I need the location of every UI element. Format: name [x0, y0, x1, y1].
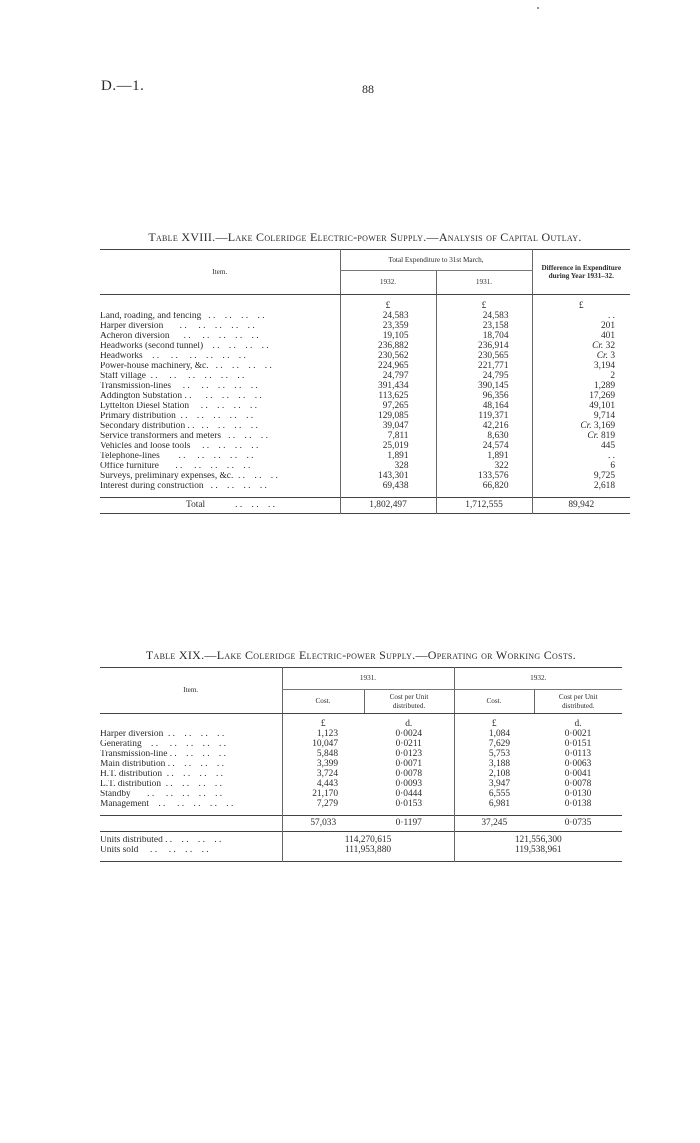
table19-cost-1931: 4,443: [282, 780, 364, 790]
table19-item: H.T. distribution . . . . . . . .: [100, 769, 223, 779]
table18-row: [100, 312, 630, 322]
table18-value-1931: 236,914: [436, 342, 532, 352]
table18-value-1932: 23,359: [340, 322, 436, 332]
table18-diff-amount: 1,289: [593, 380, 615, 391]
table19-col-cost-1931: Cost.: [282, 690, 364, 714]
table19-item: Generating . . . . . . . . . .: [100, 739, 227, 749]
table19-cost-1931: 21,170: [282, 790, 364, 800]
table19-unit-cost-1932: £: [454, 714, 534, 730]
table18-row: [100, 332, 630, 342]
table19-cost-1932: 6,555: [454, 790, 534, 800]
table18-value-1931: 18,704: [436, 332, 532, 342]
table19-units-1931: 111,953,880: [282, 846, 454, 856]
table18-unit-diff: £: [532, 295, 630, 312]
table18-value-diff: [532, 472, 630, 482]
table18-value-diff: [532, 362, 630, 372]
table19-cpu-1932: 0·0078: [564, 778, 592, 789]
table18-row: [100, 372, 630, 382]
table19-cpu-1931: 0·0153: [395, 798, 423, 809]
table19-cost-1932: 3,188: [454, 760, 534, 770]
table18-col-total: Total Expenditure to 31st March,: [340, 250, 532, 271]
table18-col-item: Item.: [100, 250, 340, 295]
table19-units-1931: 114,270,615: [282, 836, 454, 846]
table18-row: [100, 462, 630, 472]
table18-value-diff: [532, 432, 630, 442]
table18-diff-amount: 2: [610, 370, 615, 381]
table19-row: [100, 750, 622, 760]
table18-item: Vehicles and loose tools . . . . . . . .: [100, 441, 259, 451]
table18-credit-mark: Cr.: [596, 350, 608, 361]
table18-item: Service transformers and meters . . . . . .: [100, 431, 268, 441]
table18-item: Headworks (second tunnel) . . . . . . . .: [100, 341, 269, 351]
table18-item: Surveys, preliminary expenses, &c. . . . . . .: [100, 471, 278, 481]
table18-unit-1932: £: [340, 295, 436, 312]
table19-cpu-1931: 0·0071: [395, 758, 423, 769]
table18-value-1932: 236,882: [340, 342, 436, 352]
table18-value-1932: 224,965: [340, 362, 436, 372]
table18-row: [100, 442, 630, 452]
table19-cost-1931: 3,399: [282, 760, 364, 770]
table18-item: Telephone-lines . . . . . . . . . .: [100, 451, 254, 461]
table18-total-1932: 1,802,497: [340, 498, 436, 514]
table18-diff-amount: 3,169: [593, 420, 615, 431]
table18-value-1932: 391,434: [340, 382, 436, 392]
table18-value-1932: 97,265: [340, 402, 436, 412]
table19-units-label: Units sold . . . . . . . .: [100, 845, 209, 855]
table18-value-1932: 1,891: [340, 452, 436, 462]
speck-mark: [537, 7, 539, 9]
table18-diff-amount: 3,194: [593, 360, 615, 371]
table18-diff-amount: 32: [605, 340, 615, 351]
document-code: D.—1.: [101, 78, 145, 94]
table18-item: Power-house machinery, &c. . . . . . . . .: [100, 361, 272, 371]
table18-row: [100, 432, 630, 442]
table18-diff-amount: 3: [610, 350, 615, 361]
table18-diff-amount: 49,101: [589, 400, 615, 411]
table19-item: Management . . . . . . . . . .: [100, 799, 234, 809]
table18: [100, 249, 630, 514]
table19-cpu-1931: 0·0444: [395, 788, 423, 799]
table18-item: Transmission-lines . . . . . . . . . .: [100, 381, 258, 391]
table18-credit-mark: Cr.: [580, 420, 592, 431]
table18-row: [100, 452, 630, 462]
table18-value-1931: 8,630: [436, 432, 532, 442]
table19-units-1932: 119,538,961: [454, 846, 622, 856]
table18-row: [100, 352, 630, 362]
table18-value-1932: 328: [340, 462, 436, 472]
table18-total-1931: 1,712,555: [436, 498, 532, 514]
table18-diff-amount: 445: [600, 440, 615, 451]
table18-value-diff: [532, 452, 630, 462]
table18-value-1931: 390,145: [436, 382, 532, 392]
table18-value-1932: 39,047: [340, 422, 436, 432]
table19-item: L.T. distribution . . . . . . . .: [100, 779, 222, 789]
table18-value-1932: 129,085: [340, 412, 436, 422]
table19-cost-1931: 1,123: [282, 730, 364, 740]
table18-item: Office furniture . . . . . . . . . .: [100, 461, 251, 471]
table18-item: Lyttelton Diesel Station . . . . . . . .: [100, 401, 258, 411]
table18-value-1932: 69,438: [340, 482, 436, 492]
table19-units-row: [100, 846, 622, 856]
table19: [100, 667, 622, 862]
table18-value-diff: [532, 392, 630, 402]
table18-value-1932: 24,583: [340, 312, 436, 322]
table19-row: [100, 780, 622, 790]
table18-unit-1931: £: [436, 295, 532, 312]
table18-value-1931: 221,771: [436, 362, 532, 372]
table18-total-diff: 89,942: [532, 498, 630, 514]
table18-value-1932: 24,797: [340, 372, 436, 382]
table18-diff-amount: 9,725: [593, 470, 615, 481]
table19-row: [100, 800, 622, 810]
table18-row: [100, 482, 630, 492]
table18-row: [100, 322, 630, 332]
table18-value-1932: 113,625: [340, 392, 436, 402]
table18-value-1932: 7,811: [340, 432, 436, 442]
table19-col-cost-1932: Cost.: [454, 690, 534, 714]
table18-row: [100, 342, 630, 352]
table18-item: Land, roading, and fencing . . . . . . . .: [100, 311, 265, 321]
table18-col-diff: Difference in Expenditure during Year 1931–32.: [532, 250, 630, 295]
table18-value-1931: 133,576: [436, 472, 532, 482]
table18-total-label: Total: [186, 499, 206, 510]
table18-total-label-cell: [100, 498, 340, 514]
table19-item: Main distribution . . . . . . . .: [100, 759, 224, 769]
table18-item: Addington Substation . . . . . . . . . .: [100, 391, 262, 401]
table18-credit-mark: Cr.: [587, 430, 599, 441]
table18-value-1931: 322: [436, 462, 532, 472]
table19-col-cpu-1931: Cost per Unit distributed.: [364, 690, 454, 714]
table18-value-diff: [532, 382, 630, 392]
table19-total-cost-1931: 57,033: [282, 816, 364, 832]
table18-title: Table XVIII.—Lake Coleridge Electric-power Supply.—Analysis of Capital Outlay.: [148, 230, 582, 244]
table19-item: Harper diversion . . . . . . . .: [100, 729, 225, 739]
table19-total-cost-1932: 37,245: [454, 816, 534, 832]
table18-diff-amount: 6: [610, 460, 615, 471]
table18-row: [100, 382, 630, 392]
table19-units-1932: 121,556,300: [454, 836, 622, 846]
table18-col-1932: 1932.: [340, 271, 436, 295]
table18-item: Headworks . . . . . . . . . . . .: [100, 351, 246, 361]
table19-cpu-1932: 0·0130: [564, 788, 592, 799]
table18-total-dots: . . . . . .: [235, 499, 275, 510]
table18-value-diff: [532, 482, 630, 492]
table18-item: Acheron diversion . . . . . . . . . .: [100, 331, 259, 341]
table19-cost-1932: 2,108: [454, 770, 534, 780]
table18-value-1931: 230,565: [436, 352, 532, 362]
table19-total-cpu-1931: 0·1197: [395, 817, 422, 828]
table19-cost-1931: 7,279: [282, 800, 364, 810]
table19-cost-1932: 7,629: [454, 740, 534, 750]
table19-cost-1932: 5,753: [454, 750, 534, 760]
table19-title: Table XIX.—Lake Coleridge Electric-power Supply.—Operating or Working Costs.: [145, 648, 577, 662]
table18-row: [100, 402, 630, 412]
table19-cpu-1931: 0·0123: [395, 748, 423, 759]
table19-cost-1931: 5,848: [282, 750, 364, 760]
table18-value-1931: 119,371: [436, 412, 532, 422]
table18-diff-amount: 201: [600, 320, 615, 331]
table19-total-cpu-1932: 0·0735: [564, 817, 592, 828]
table18-value-diff: [532, 332, 630, 342]
table19-cpu-1932: 0·0138: [564, 798, 592, 809]
table19-units-label: Units distributed . . . . . . . .: [100, 835, 222, 845]
table19-cpu-1931: 0·0211: [395, 738, 422, 749]
table18-value-1931: 24,583: [436, 312, 532, 322]
table18-item: Secondary distribution . . . . . . . . . .: [100, 421, 258, 431]
table19-cost-1931: 3,724: [282, 770, 364, 780]
table18-diff-amount: 9,714: [593, 410, 615, 421]
table18-col-1931: 1931.: [436, 271, 532, 295]
table18-diff-amount: 819: [600, 430, 615, 441]
table19-row: [100, 740, 622, 750]
table18-diff-amount: 401: [600, 330, 615, 341]
table19-cpu-1932: 0·0063: [564, 758, 592, 769]
table18-row: [100, 362, 630, 372]
table18-value-diff: [532, 372, 630, 382]
table19-cpu-1932: 0·0113: [564, 748, 592, 759]
table19-item: Standby . . . . . . . . . .: [100, 789, 223, 799]
table19-year-1931: 1931.: [282, 668, 454, 690]
table19-row: [100, 770, 622, 780]
table19-row: [100, 790, 622, 800]
table18-value-diff: [532, 322, 630, 332]
table18-row: [100, 412, 630, 422]
table18-value-1931: 96,356: [436, 392, 532, 402]
table18-value-1932: 19,105: [340, 332, 436, 342]
table18-value-diff: [532, 352, 630, 362]
table19-col-item: Item.: [100, 668, 282, 714]
table19-year-1932: 1932.: [454, 668, 622, 690]
table19-unit-cpu-1931: d.: [405, 718, 413, 729]
table18-value-1931: 23,158: [436, 322, 532, 332]
table18-value-1932: 230,562: [340, 352, 436, 362]
table18-diff-amount: 17,269: [589, 390, 615, 401]
table18-value-diff: [532, 462, 630, 472]
table19-row: [100, 730, 622, 740]
table18-item: Primary distribution . . . . . . . . . .: [100, 411, 254, 421]
table19-units-row: [100, 836, 622, 846]
table19-cost-1932: 6,981: [454, 800, 534, 810]
table18-value-1931: 48,164: [436, 402, 532, 412]
table19-cost-1932: 3,947: [454, 780, 534, 790]
table18-diff-amount: . .: [607, 310, 615, 321]
table18-value-1931: 24,795: [436, 372, 532, 382]
table19-row: [100, 760, 622, 770]
page-number: 88: [362, 82, 374, 96]
table19-cpu-1931: 0·0078: [395, 768, 423, 779]
table19-col-cpu-1932: Cost per Unit distributed.: [534, 690, 622, 714]
table18-row: [100, 472, 630, 482]
table18-diff-amount: . .: [607, 450, 615, 461]
table18-value-1931: 42,216: [436, 422, 532, 432]
table19-unit-cost-1931: £: [282, 714, 364, 730]
table19-cost-1932: 1,084: [454, 730, 534, 740]
table18-value-diff: [532, 342, 630, 352]
table19-cpu-1932: 0·0151: [564, 738, 592, 749]
table18-item: Interest during construction . . . . . . . .: [100, 481, 267, 491]
table19-unit-cpu-1932: d.: [574, 718, 582, 729]
table18-item: Harper diversion . . . . . . . . . .: [100, 321, 255, 331]
table18-item: Staff village . . . . . . . . . . . .: [100, 371, 245, 381]
table19-cost-1931: 10,047: [282, 740, 364, 750]
table18-value-diff: [532, 312, 630, 322]
table18-row: [100, 392, 630, 402]
table18-row: [100, 422, 630, 432]
table18-value-1931: 24,574: [436, 442, 532, 452]
table18-value-1931: 66,820: [436, 482, 532, 492]
table19-cpu-1932: 0·0021: [564, 728, 592, 739]
table18-diff-amount: 2,618: [593, 480, 615, 491]
table18-value-diff: [532, 442, 630, 452]
table19-cpu-1932: 0·0041: [564, 768, 592, 779]
table19-cpu-1931: 0·0093: [395, 778, 423, 789]
table18-value-1932: 143,301: [340, 472, 436, 482]
table18-value-diff: [532, 422, 630, 432]
table18-credit-mark: Cr.: [592, 340, 604, 351]
table19-item: Transmission-line . . . . . . . .: [100, 749, 226, 759]
table18-value-1931: 1,891: [436, 452, 532, 462]
table18-value-diff: [532, 402, 630, 412]
table18-value-1932: 25,019: [340, 442, 436, 452]
table19-cpu-1931: 0·0024: [395, 728, 423, 739]
